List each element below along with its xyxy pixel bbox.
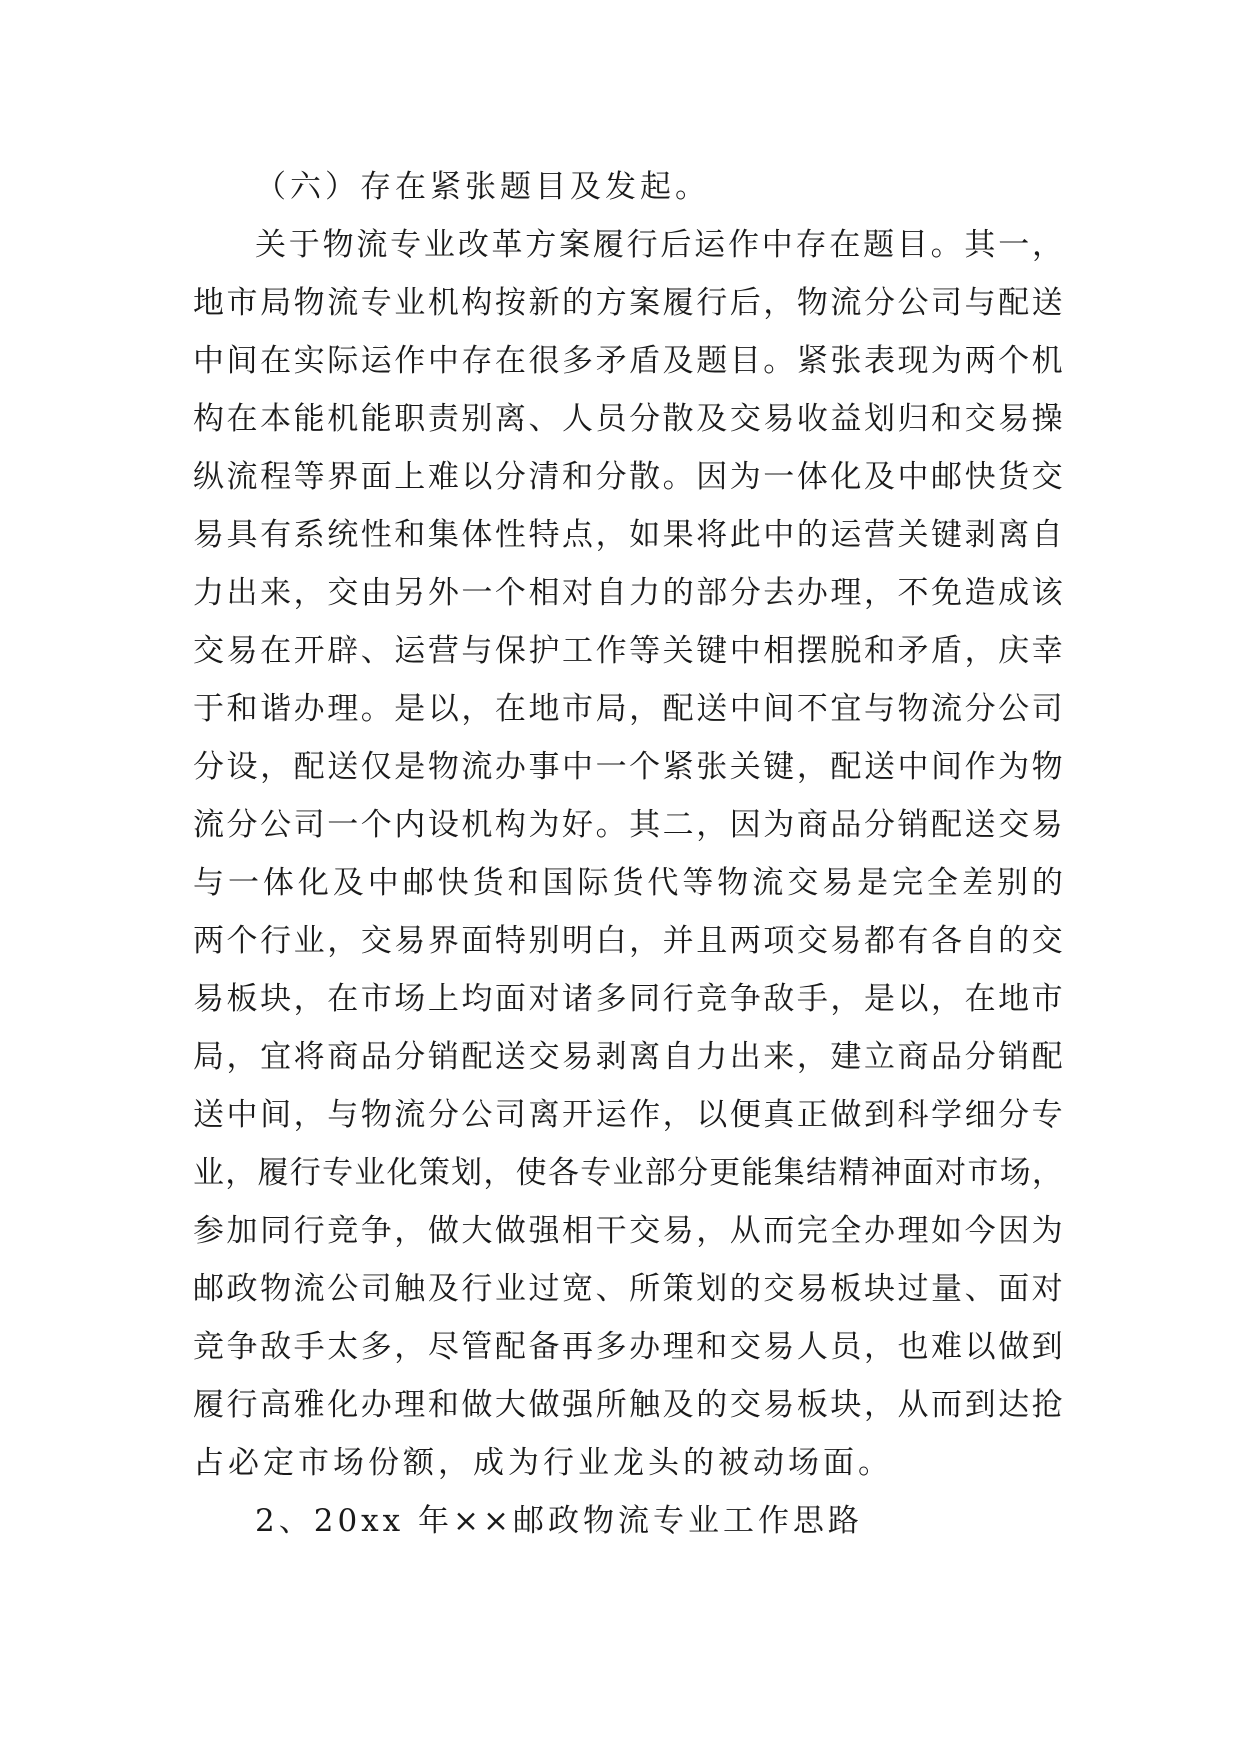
paragraph-line: 局 ， 宜 将 商 品 分 销 配 送 交 易 剥 离 自 力 出 来 ， 建 立 商 品 分 销 配 <box>193 1039 1063 1075</box>
paragraph-line: 两 个 行 业 ， 交 易 界 面 特 别 明 白 ， 并 且 两 项 交 易 都 有 各 自 的 交 <box>193 923 1063 959</box>
paragraph-line: 送 中 间 ， 与 物 流 分 公 司 离 开 运 作 ， 以 便 真 正 做 到 科 学 细 分 专 <box>193 1097 1063 1133</box>
paragraph-line: 地 市 局 物 流 专 业 机 构 按 新 的 方 案 履 行 后 ， 物 流 分 公 司 与 配 送 <box>193 285 1063 321</box>
paragraph-line: 交 易 在 开 辟 、 运 营 与 保 护 工 作 等 关 键 中 相 摆 脱 和 矛 盾 ， 庆 幸 <box>193 633 1063 669</box>
paragraph-line: 参 加 同 行 竞 争 ， 做 大 做 强 相 干 交 易 ， 从 而 完 全 办 理 如 今 因 为 <box>193 1213 1063 1249</box>
paragraph-line: （六）存在紧张题目及发起。 <box>255 169 710 205</box>
paragraph-line: 与 一 体 化 及 中 邮 快 货 和 国 际 货 代 等 物 流 交 易 是 完 全 差 别 的 <box>193 865 1063 901</box>
paragraph-line: 构 在 本 能 机 能 职 责 别 离 、 人 员 分 散 及 交 易 收 益 划 归 和 交 易 操 <box>193 401 1063 437</box>
paragraph-line: 于 和 谐 办 理 。 是 以 ， 在 地 市 局 ， 配 送 中 间 不 宜 与 物 流 分 公 司 <box>193 691 1063 727</box>
paragraph-line: 中 间 在 实 际 运 作 中 存 在 很 多 矛 盾 及 题 目 。 紧 张 表 现 为 两 个 机 <box>193 343 1063 379</box>
paragraph-line: 竞 争 敌 手 太 多 ， 尽 管 配 备 再 多 办 理 和 交 易 人 员 ， 也 难 以 做 到 <box>193 1329 1063 1365</box>
paragraph-line: 2、20xx 年××邮政物流专业工作思路 <box>255 1503 863 1539</box>
paragraph-line: 易 具 有 系 统 性 和 集 体 性 特 点 ， 如 果 将 此 中 的 运 营 关 键 剥 离 自 <box>193 517 1063 553</box>
document-body <box>193 158 1063 1550</box>
paragraph-line: 流 分 公 司 一 个 内 设 机 构 为 好 。 其 二 ， 因 为 商 品 分 销 配 送 交 易 <box>193 807 1063 843</box>
paragraph-line: 易 板 块 ， 在 市 场 上 均 面 对 诸 多 同 行 竞 争 敌 手 ， 是 以 ， 在 地 市 <box>193 981 1063 1017</box>
paragraph-line: 邮 政 物 流 公 司 触 及 行 业 过 宽 、 所 策 划 的 交 易 板 块 过 量 、 面 对 <box>193 1271 1063 1307</box>
paragraph-line: 履 行 高 雅 化 办 理 和 做 大 做 强 所 触 及 的 交 易 板 块 ， 从 而 到 达 抢 <box>193 1387 1063 1423</box>
paragraph-line: 分 设 ， 配 送 仅 是 物 流 办 事 中 一 个 紧 张 关 键 ， 配 送 中 间 作 为 物 <box>193 749 1063 785</box>
paragraph-line: 关 于 物 流 专 业 改 革 方 案 履 行 后 运 作 中 存 在 题 目 。 其 一 ， <box>255 227 1063 263</box>
paragraph-line: 纵 流 程 等 界 面 上 难 以 分 清 和 分 散 。 因 为 一 体 化 及 中 邮 快 货 交 <box>193 459 1063 495</box>
paragraph-line: 力 出 来 ， 交 由 另 外 一 个 相 对 自 力 的 部 分 去 办 理 ， 不 免 造 成 该 <box>193 575 1063 611</box>
paragraph-line: 业 ， 履 行 专 业 化 策 划 ， 使 各 专 业 部 分 更 能 集 结 精 神 面 对 市 场 ， <box>193 1155 1063 1191</box>
paragraph-line: 占必定市场份额，成为行业龙头的被动场面。 <box>193 1445 893 1481</box>
